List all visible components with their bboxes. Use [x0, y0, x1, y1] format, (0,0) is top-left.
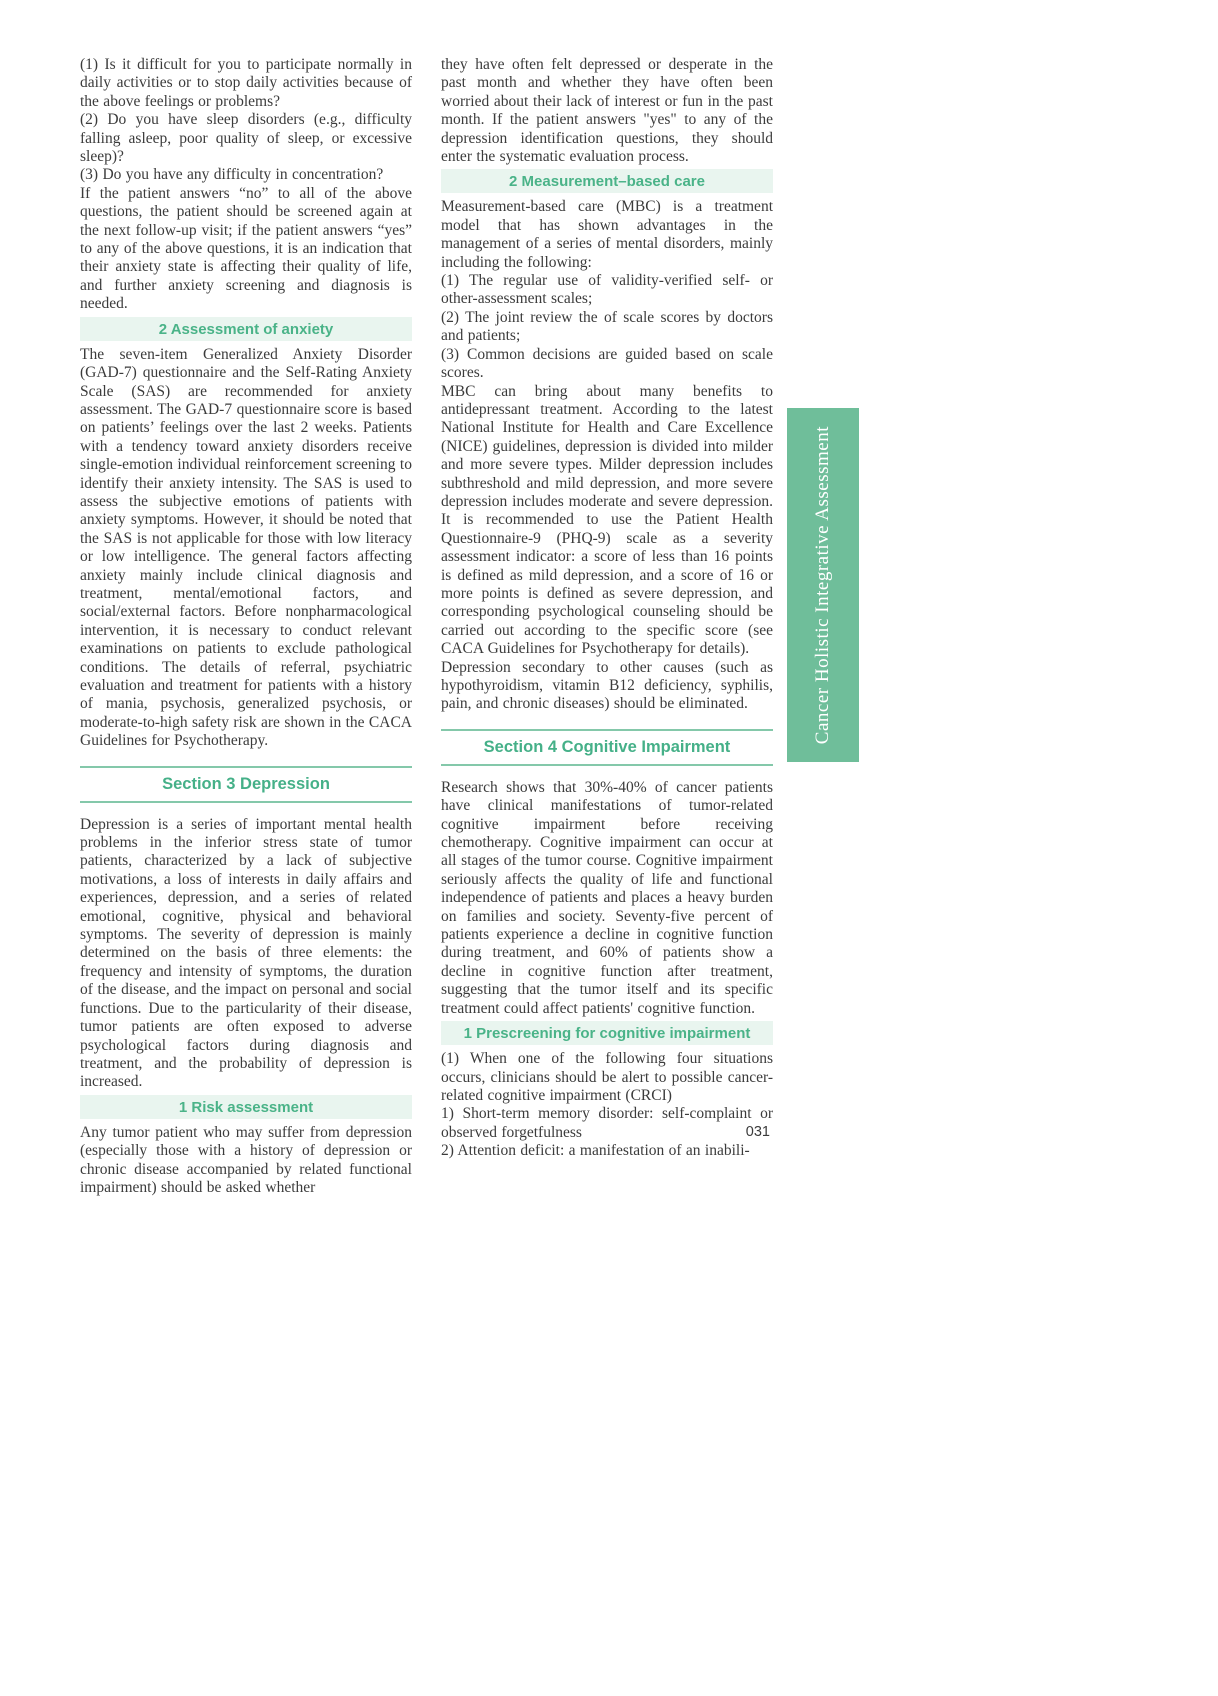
paragraph-mbc-item-2: (2) The joint review the of scale scores by doctors and patients;	[441, 308, 773, 345]
subsection-header-measurement-based-care: 2 Measurement–based care	[441, 169, 773, 193]
paragraph-cognitive-overview: Research shows that 30%-40% of cancer patients have clinical manifestations of tumor-related cognitive impairment before receiving chemotherapy. Cognitive impairment can occur at all stages of the tumor course. Cognitive impairment seriously affects the quality of life and functional independence of patients and places a heavy burden on families and society. Seventy-five percent of patients experience a decline in cognitive function during treatment, and 60% of patients show a decline in cognitive function after treatment, suggesting that the tumor itself and its specific treatment could affect patients' cognitive function.	[441, 778, 773, 1017]
paragraph-secondary-depression: Depression secondary to other causes (such as hypothyroidism, vitamin B12 deficiency, syphilis, pain, and chronic diseases) should be eliminated.	[441, 658, 773, 713]
paragraph-screening-question-1: (1) Is it difficult for you to participate normally in daily activities or to stop daily activities because of the above feelings or problems?	[80, 56, 412, 110]
paragraph-depression-overview: Depression is a series of important mental health problems in the inferior stress state of tumor patients, characterized by a lack of subjective motivations, a loss of interests in daily affairs and experiences, depression, and a series of related emotional, cognitive, physical and behavioral symptoms. The severity of depression is mainly determined on the basis of three elements: the frequency and intensity of symptoms, the duration of the disease, and the impact on personal and social functions. Due to the particularity of their disease, tumor patients are often exposed to adverse psychological factors during diagnosis and treatment, and the probability of depression is increased.	[80, 815, 412, 1091]
paragraph-prescreening-item-3: 2) Attention deficit: a manifestation of an inabili-	[441, 1142, 750, 1160]
paragraph-screening-question-3: (3) Do you have any difficulty in concentration?	[80, 166, 384, 184]
paragraph-risk-assessment: Any tumor patient who may suffer from depression (especially those with a history of depression or chronic disease accompanied by related functional impairment) should be asked whether	[80, 1123, 412, 1196]
subsection-header-risk-assessment: 1 Risk assessment	[80, 1095, 412, 1119]
section-header-depression: Section 3 Depression	[80, 766, 412, 803]
paragraph-mbc-benefits: MBC can bring about many benefits to antidepressant treatment. According to the latest National Institute for Health and Care Excellence (NICE) guidelines, depression is divided into milder and more severe types. Milder depression includes subthreshold and mild depression, and more severe depression includes moderate and severe depression. It is recommended to use the Patient Health Questionnaire-9 (PHQ-9) scale as a severity assessment indicator: a score of less than 16 points is defined as mild depression, and a score of 16 or more points is defined as severe depression, and corresponding psychological counseling should be carried out according to the specific score (see CACA Guidelines for Psychotherapy for details).	[441, 382, 773, 658]
subsection-header-assessment-of-anxiety: 2 Assessment of anxiety	[80, 317, 412, 341]
paragraph-mbc-item-3: (3) Common decisions are guided based on scale scores.	[441, 345, 773, 382]
subsection-header-prescreening: 1 Prescreening for cognitive impairment	[441, 1021, 773, 1045]
chapter-side-tab	[787, 408, 859, 762]
paragraph-mbc-item-1: (1) The regular use of validity-verified self- or other-assessment scales;	[441, 272, 773, 308]
paragraph-screening-question-2: (2) Do you have sleep disorders (e.g., difficulty falling asleep, poor quality of sleep, or excessive sleep)?	[80, 111, 412, 166]
paragraph-prescreening-item-1: (1) When one of the following four situations occurs, clinicians should be alert to possible cancer-related cognitive impairment (CRCI)	[441, 1050, 773, 1104]
page-number: 031	[745, 1124, 770, 1140]
chapter-side-tab-label: Cancer Holistic Integrative Assessment	[812, 425, 833, 745]
paragraph-prescreening-item-2: 1) Short-term memory disorder: self-complaint or observed forgetfulness	[441, 1105, 773, 1141]
paragraph-mbc-intro: Measurement-based care (MBC) is a treatment model that has shown advantages in the management of a series of mental disorders, mainly including the following:	[441, 198, 773, 271]
section-header-cognitive-impairment: Section 4 Cognitive Impairment	[441, 729, 773, 766]
right-column	[441, 56, 773, 1161]
paragraph-screening-interpretation: If the patient answers “no” to all of the above questions, the patient should be screened again at the next follow-up visit; if the patient answers “yes” to any of the above questions, it is an indication that their anxiety state is affecting their quality of life, and further anxiety screening and diagnosis is needed.	[80, 184, 412, 313]
paragraph-risk-assessment-continued: they have often felt depressed or desperate in the past month and whether they have often been worried about their lack of interest or fun in the past month. If the patient answers "yes" to any of the depression identification questions, they should enter the systematic evaluation process.	[441, 56, 773, 166]
paragraph-anxiety-assessment: The seven-item Generalized Anxiety Disorder (GAD-7) questionnaire and the Self-Rating Anxiety Scale (SAS) are recommended for anxiety assessment. The GAD-7 questionnaire score is based on patients’ feelings over the last 2 weeks. Patients with a tendency toward anxiety disorders receive single-emotion individual reinforcement screening to identify their anxiety intensity. The SAS is used to assess the subjective emotions of patients with anxiety symptoms. However, it should be noted that the SAS is not applicable for those with low literacy or low intelligence. The general factors affecting anxiety mainly include clinical diagnosis and treatment, mental/emotional factors, and social/external factors. Before nonpharmacological intervention, it is necessary to conduct relevant examinations on patients to exclude pathological conditions. The details of referral, psychiatric evaluation and treatment for patients with a history of mania, psychosis, generalized psychosis, or moderate-to-high safety risk are shown in the CACA Guidelines for Psychotherapy.	[80, 345, 412, 750]
left-column	[80, 56, 412, 1197]
